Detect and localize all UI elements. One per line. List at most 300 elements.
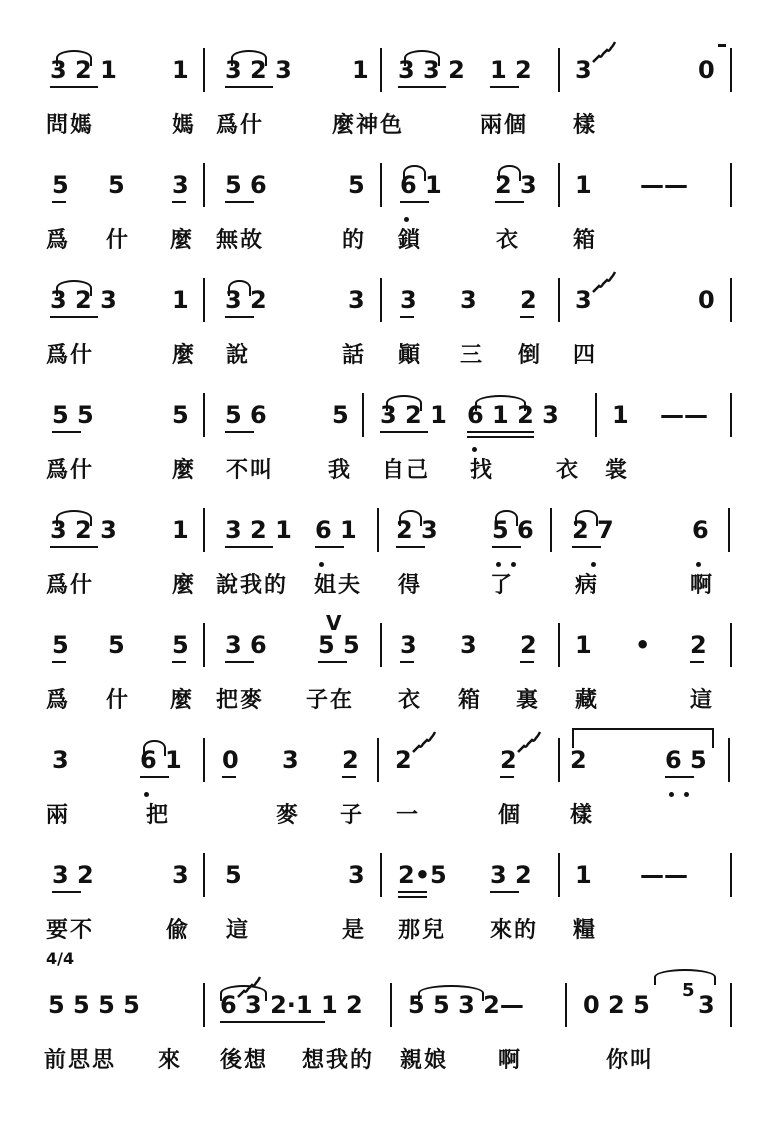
lyric-text: 說我的 xyxy=(216,572,289,598)
barline xyxy=(558,48,560,92)
barline xyxy=(390,983,392,1027)
lyric-text: 什 xyxy=(106,227,131,253)
underline-beam xyxy=(500,776,514,778)
note-digits: 1 xyxy=(172,56,189,84)
note-group xyxy=(640,171,688,199)
lyric-text: 想我的 xyxy=(302,1047,375,1073)
lyric-text: 藏 xyxy=(575,687,600,713)
note-group xyxy=(52,631,69,659)
note-group xyxy=(698,286,715,314)
lyric-text: 自己 xyxy=(382,457,431,483)
barline xyxy=(203,983,205,1027)
lyric-text: 親娘 xyxy=(400,1047,449,1073)
underline-beam xyxy=(400,661,414,663)
note-digits: 5 xyxy=(225,861,242,889)
note-digits: 6 1 xyxy=(400,171,442,199)
barline xyxy=(565,983,567,1027)
barline xyxy=(730,278,732,322)
glissando-mark xyxy=(236,975,262,1001)
underline-beam xyxy=(52,201,66,203)
slur-arc xyxy=(56,50,93,66)
slur-arc xyxy=(56,280,93,296)
slur-arc xyxy=(143,740,165,756)
note-digits: 3 xyxy=(460,631,477,659)
lyric-text: 鎖 xyxy=(398,227,423,253)
score-system xyxy=(0,730,772,850)
underline-beam xyxy=(50,86,98,88)
note-digits: 0 2 5 xyxy=(583,991,650,1019)
underline-beam xyxy=(380,431,428,433)
note-group xyxy=(398,56,465,84)
underline-beam xyxy=(398,86,446,88)
underline-beam xyxy=(396,546,425,548)
underline-beam xyxy=(225,316,254,318)
lyric-text: 的 xyxy=(342,227,367,253)
note-group xyxy=(690,631,707,659)
note-group xyxy=(52,861,94,889)
underline-beam xyxy=(342,776,356,778)
barline xyxy=(595,393,597,437)
lyric-text: 倒 xyxy=(518,342,543,368)
note-group xyxy=(50,516,117,544)
lyric-text: 不叫 xyxy=(226,457,275,483)
octave-dot-below xyxy=(511,562,516,567)
glissando-mark xyxy=(411,730,437,756)
note-digits: 3 2 xyxy=(225,286,267,314)
lyric-text: 那兒 xyxy=(398,917,447,943)
note-group xyxy=(396,516,438,544)
note-digits: 5 xyxy=(52,631,69,659)
octave-dot-below xyxy=(696,562,701,567)
barline xyxy=(730,983,732,1027)
lyric-text: 前思思 xyxy=(44,1047,117,1073)
lyric-text: 話 xyxy=(342,342,367,368)
note-digits: 6 1 xyxy=(140,746,182,774)
note-digits: 3 2 3 xyxy=(50,286,117,314)
note-group xyxy=(220,991,363,1019)
barline xyxy=(728,508,730,552)
octave-dot-below xyxy=(684,792,689,797)
note-group xyxy=(172,56,189,84)
note-digits: 2 xyxy=(395,746,412,774)
lyric-text: 裏 xyxy=(516,687,541,713)
underline-beam xyxy=(520,316,534,318)
note-group xyxy=(172,861,189,889)
underline-beam xyxy=(172,661,186,663)
lyric-text: 子 xyxy=(340,802,365,828)
slur-arc xyxy=(56,510,93,526)
underline-beam xyxy=(222,776,236,778)
note-digits: —— xyxy=(660,401,708,429)
grace-note: 5 xyxy=(682,980,695,1001)
barline xyxy=(558,738,560,782)
lyric-text: 爲 xyxy=(46,687,71,713)
note-group xyxy=(575,861,592,889)
lyric-text: 兩個 xyxy=(480,112,529,138)
underline-beam xyxy=(225,201,254,203)
note-group xyxy=(692,516,709,544)
note-group xyxy=(398,861,447,889)
note-digits: • xyxy=(635,631,651,659)
note-group xyxy=(520,631,537,659)
lyric-text: 糧 xyxy=(573,917,598,943)
slur-arc xyxy=(495,510,517,526)
lyric-text: 爲什 xyxy=(46,572,95,598)
glissando-mark xyxy=(591,270,617,296)
note-group xyxy=(400,286,417,314)
octave-dot-below xyxy=(591,562,596,567)
note-digits: 6 xyxy=(692,516,709,544)
underline-beam xyxy=(172,201,186,203)
note-digits: 1 xyxy=(172,516,189,544)
note-digits: 5 5 3 2— xyxy=(408,991,524,1019)
note-digits: 5 xyxy=(348,171,365,199)
underline-beam-double xyxy=(398,896,427,898)
barline xyxy=(730,163,732,207)
lyric-text: 裳 xyxy=(605,457,630,483)
lyric-text: 三 xyxy=(460,342,485,368)
note-digits: 2 3 xyxy=(396,516,438,544)
score-system xyxy=(0,155,772,275)
note-digits: 3 6 xyxy=(225,631,267,659)
lyric-text: 四 xyxy=(573,342,598,368)
lyric-text: 麼 xyxy=(172,342,197,368)
note-group xyxy=(50,286,117,314)
slur-arc xyxy=(231,50,268,66)
lyric-text: 衣 xyxy=(556,457,581,483)
barline xyxy=(380,278,382,322)
note-group xyxy=(570,746,587,774)
lyric-text: 偸 xyxy=(166,917,191,943)
underline-beam xyxy=(400,316,414,318)
note-digits: 2 7 xyxy=(572,516,614,544)
note-digits: 1 xyxy=(575,861,592,889)
note-digits: 3 xyxy=(172,171,189,199)
barline xyxy=(730,853,732,897)
lyric-text: 麼 xyxy=(172,457,197,483)
underline-beam xyxy=(400,201,429,203)
underline-beam xyxy=(467,431,534,433)
note-group xyxy=(172,516,189,544)
note-digits: —— xyxy=(640,171,688,199)
note-group xyxy=(52,746,69,774)
note-group xyxy=(352,56,369,84)
lyric-text: 要不 xyxy=(46,917,95,943)
glissando-mark xyxy=(591,40,617,66)
slur-arc xyxy=(403,165,425,181)
underline-beam xyxy=(520,661,534,663)
note-group xyxy=(225,56,292,84)
scan-mark xyxy=(718,44,726,47)
score-system xyxy=(0,270,772,390)
octave-dot-below xyxy=(472,447,477,452)
note-digits: 3 2 1 xyxy=(50,56,117,84)
lyric-text: 後想 xyxy=(220,1047,269,1073)
underline-beam xyxy=(225,546,273,548)
lyric-text: 來 xyxy=(158,1047,183,1073)
note-group xyxy=(490,56,532,84)
underline-beam xyxy=(495,201,524,203)
note-group xyxy=(172,401,189,429)
lyric-text: 麼 xyxy=(170,687,195,713)
slur-arc xyxy=(404,50,441,66)
barline xyxy=(558,163,560,207)
note-digits: 1 xyxy=(575,171,592,199)
lyric-text: 爲 xyxy=(46,227,71,253)
barline xyxy=(203,393,205,437)
octave-dot-below xyxy=(319,562,324,567)
note-digits: 0 xyxy=(222,746,239,774)
lyric-text: 無故 xyxy=(216,227,265,253)
note-group xyxy=(575,56,592,84)
note-group xyxy=(665,746,707,774)
lyric-text: 樣 xyxy=(573,112,598,138)
note-group xyxy=(108,631,125,659)
octave-dot-below xyxy=(404,217,409,222)
note-digits: 1 xyxy=(575,631,592,659)
underline-beam xyxy=(490,891,519,893)
underline-beam xyxy=(225,86,273,88)
score-system xyxy=(0,500,772,620)
lyric-text: 麥 xyxy=(276,802,301,828)
lyric-text: 我 xyxy=(328,457,353,483)
lyric-text: 一 xyxy=(396,802,421,828)
lyric-text: 你叫 xyxy=(606,1047,655,1073)
note-group xyxy=(490,861,532,889)
lyric-text: 把 xyxy=(146,802,171,828)
note-group xyxy=(318,611,360,659)
note-digits: 3 2 3 xyxy=(225,56,292,84)
barline xyxy=(377,738,379,782)
note-digits: 3 2 xyxy=(490,861,532,889)
note-group xyxy=(682,980,715,1019)
score-system xyxy=(0,40,772,160)
note-digits: 6 5 xyxy=(665,746,707,774)
slur-arc xyxy=(228,280,250,296)
note-group xyxy=(172,631,189,659)
barline xyxy=(203,738,205,782)
note-group xyxy=(48,991,143,1019)
barline xyxy=(380,163,382,207)
lyric-text: 麼 xyxy=(170,227,195,253)
lyric-text: 樣 xyxy=(570,802,595,828)
slur-arc xyxy=(399,510,421,526)
underline-beam xyxy=(492,546,521,548)
time-signature: 4/4 xyxy=(46,949,75,968)
lyric-text: 找 xyxy=(470,457,495,483)
note-group xyxy=(495,171,537,199)
note-group xyxy=(282,746,299,774)
note-group xyxy=(222,746,239,774)
note-group xyxy=(467,401,559,429)
note-group xyxy=(172,286,189,314)
note-group xyxy=(575,286,592,314)
note-digits: —— xyxy=(640,861,688,889)
underline-beam xyxy=(665,776,694,778)
note-digits: 3 xyxy=(348,861,365,889)
note-digits: 5 xyxy=(332,401,349,429)
note-group xyxy=(108,171,125,199)
note-group xyxy=(52,171,69,199)
note-group xyxy=(612,401,629,429)
barline xyxy=(377,508,379,552)
note-digits: 5 xyxy=(172,401,189,429)
note-digits: 3 xyxy=(52,746,69,774)
note-group xyxy=(225,516,292,544)
note-digits: 3 xyxy=(172,861,189,889)
lyric-text: 媽 xyxy=(172,112,197,138)
lyric-text: 個 xyxy=(498,802,523,828)
breath-mark: V xyxy=(326,611,342,635)
note-digits: 1 xyxy=(612,401,629,429)
note-digits: 2 3 xyxy=(495,171,537,199)
lyric-text: 姐夫 xyxy=(314,572,363,598)
lyric-text: 箱 xyxy=(458,687,483,713)
barline xyxy=(203,278,205,322)
lyric-text: 爲什 xyxy=(216,112,265,138)
barline xyxy=(730,48,732,92)
score-system xyxy=(0,845,772,965)
lyric-text: 啊 xyxy=(498,1047,523,1073)
note-digits: 5 6 xyxy=(492,516,534,544)
note-digits: 2 xyxy=(570,746,587,774)
lyric-text: 衣 xyxy=(398,687,423,713)
slur-arc xyxy=(386,395,423,411)
lyric-text: 什 xyxy=(106,687,131,713)
barline xyxy=(730,623,732,667)
underline-beam xyxy=(52,661,66,663)
note-group xyxy=(172,171,189,199)
note-digits: 3 3 2 xyxy=(398,56,465,84)
underline-beam xyxy=(398,891,427,893)
barline xyxy=(558,278,560,322)
note-group xyxy=(575,631,592,659)
octave-dot-below xyxy=(144,792,149,797)
underline-beam xyxy=(225,431,254,433)
note-digits: 3 2 3 xyxy=(50,516,117,544)
barline xyxy=(728,738,730,782)
lyric-text: 麼神色 xyxy=(332,112,405,138)
note-digits: 3 xyxy=(575,286,592,314)
note-group xyxy=(660,401,708,429)
underline-beam xyxy=(52,891,81,893)
lyric-text: 是 xyxy=(342,917,367,943)
note-group xyxy=(225,401,267,429)
barline xyxy=(203,508,205,552)
barline xyxy=(362,393,364,437)
underline-beam xyxy=(50,316,98,318)
note-digits: 1 xyxy=(352,56,369,84)
note-group xyxy=(348,286,365,314)
slur-arc xyxy=(475,395,526,411)
lyric-text: 把麥 xyxy=(216,687,265,713)
note-group xyxy=(460,631,477,659)
octave-dot-below xyxy=(496,562,501,567)
barline xyxy=(203,163,205,207)
lyric-text: 爲什 xyxy=(46,457,95,483)
note-digits: 2 xyxy=(690,631,707,659)
score-system xyxy=(0,949,772,1095)
underline-beam xyxy=(52,431,81,433)
note-group xyxy=(572,516,614,544)
note-digits: 5 6 xyxy=(225,171,267,199)
note-digits: 6 1 2 3 xyxy=(467,401,559,429)
lyric-text: 箱 xyxy=(573,227,598,253)
note-digits: 6 1 xyxy=(315,516,357,544)
note-digits: 5 5 xyxy=(318,631,360,659)
lyric-text: 兩 xyxy=(46,802,71,828)
note-digits: 3 xyxy=(460,286,477,314)
note-digits: 0 xyxy=(698,286,715,314)
note-group xyxy=(140,746,182,774)
barline xyxy=(203,623,205,667)
lyric-text: 顚 xyxy=(398,342,423,368)
lyric-text: 問媽 xyxy=(46,112,95,138)
note-group xyxy=(348,171,365,199)
note-digits: 1 2 xyxy=(490,56,532,84)
barline xyxy=(380,623,382,667)
note-group xyxy=(50,56,117,84)
lyric-text: 了 xyxy=(490,572,515,598)
barline xyxy=(380,48,382,92)
note-digits: 3 2 1 xyxy=(225,516,292,544)
note-digits: 3 xyxy=(348,286,365,314)
lyric-text: 病 xyxy=(575,572,600,598)
note-digits: 3 xyxy=(400,631,417,659)
note-group xyxy=(500,746,517,774)
barline xyxy=(203,48,205,92)
tie-bracket xyxy=(572,728,714,748)
note-digits: 5 xyxy=(52,171,69,199)
note-group xyxy=(575,171,592,199)
note-digits: 3 2 1 xyxy=(380,401,447,429)
note-group xyxy=(315,516,357,544)
barline xyxy=(558,623,560,667)
note-group xyxy=(492,516,534,544)
underline-beam xyxy=(140,776,169,778)
note-group xyxy=(348,861,365,889)
glissando-mark xyxy=(516,730,542,756)
underline-beam-double xyxy=(467,436,534,438)
note-group xyxy=(342,746,359,774)
note-group xyxy=(332,401,349,429)
note-digits: 5 xyxy=(108,171,125,199)
lyric-text: 爲什 xyxy=(46,342,95,368)
lyric-text: 麼 xyxy=(172,572,197,598)
barline xyxy=(380,853,382,897)
note-group xyxy=(698,56,715,84)
underline-beam xyxy=(572,546,601,548)
underline-beam xyxy=(490,86,519,88)
note-digits: 2 xyxy=(342,746,359,774)
note-group xyxy=(395,746,412,774)
note-digits: 5 6 xyxy=(225,401,267,429)
note-group xyxy=(225,631,267,659)
note-digits: 5 5 5 5 xyxy=(48,991,140,1019)
note-group xyxy=(400,171,442,199)
note-group xyxy=(225,171,267,199)
barline xyxy=(550,508,552,552)
underline-beam xyxy=(220,1021,325,1023)
note-group xyxy=(400,631,417,659)
note-digits: 3 2 xyxy=(52,861,94,889)
note-digits: 3 xyxy=(282,746,299,774)
note-digits: 2 xyxy=(500,746,517,774)
note-group xyxy=(635,631,649,659)
note-group xyxy=(583,991,650,1019)
note-group xyxy=(225,286,267,314)
underline-beam xyxy=(690,661,704,663)
